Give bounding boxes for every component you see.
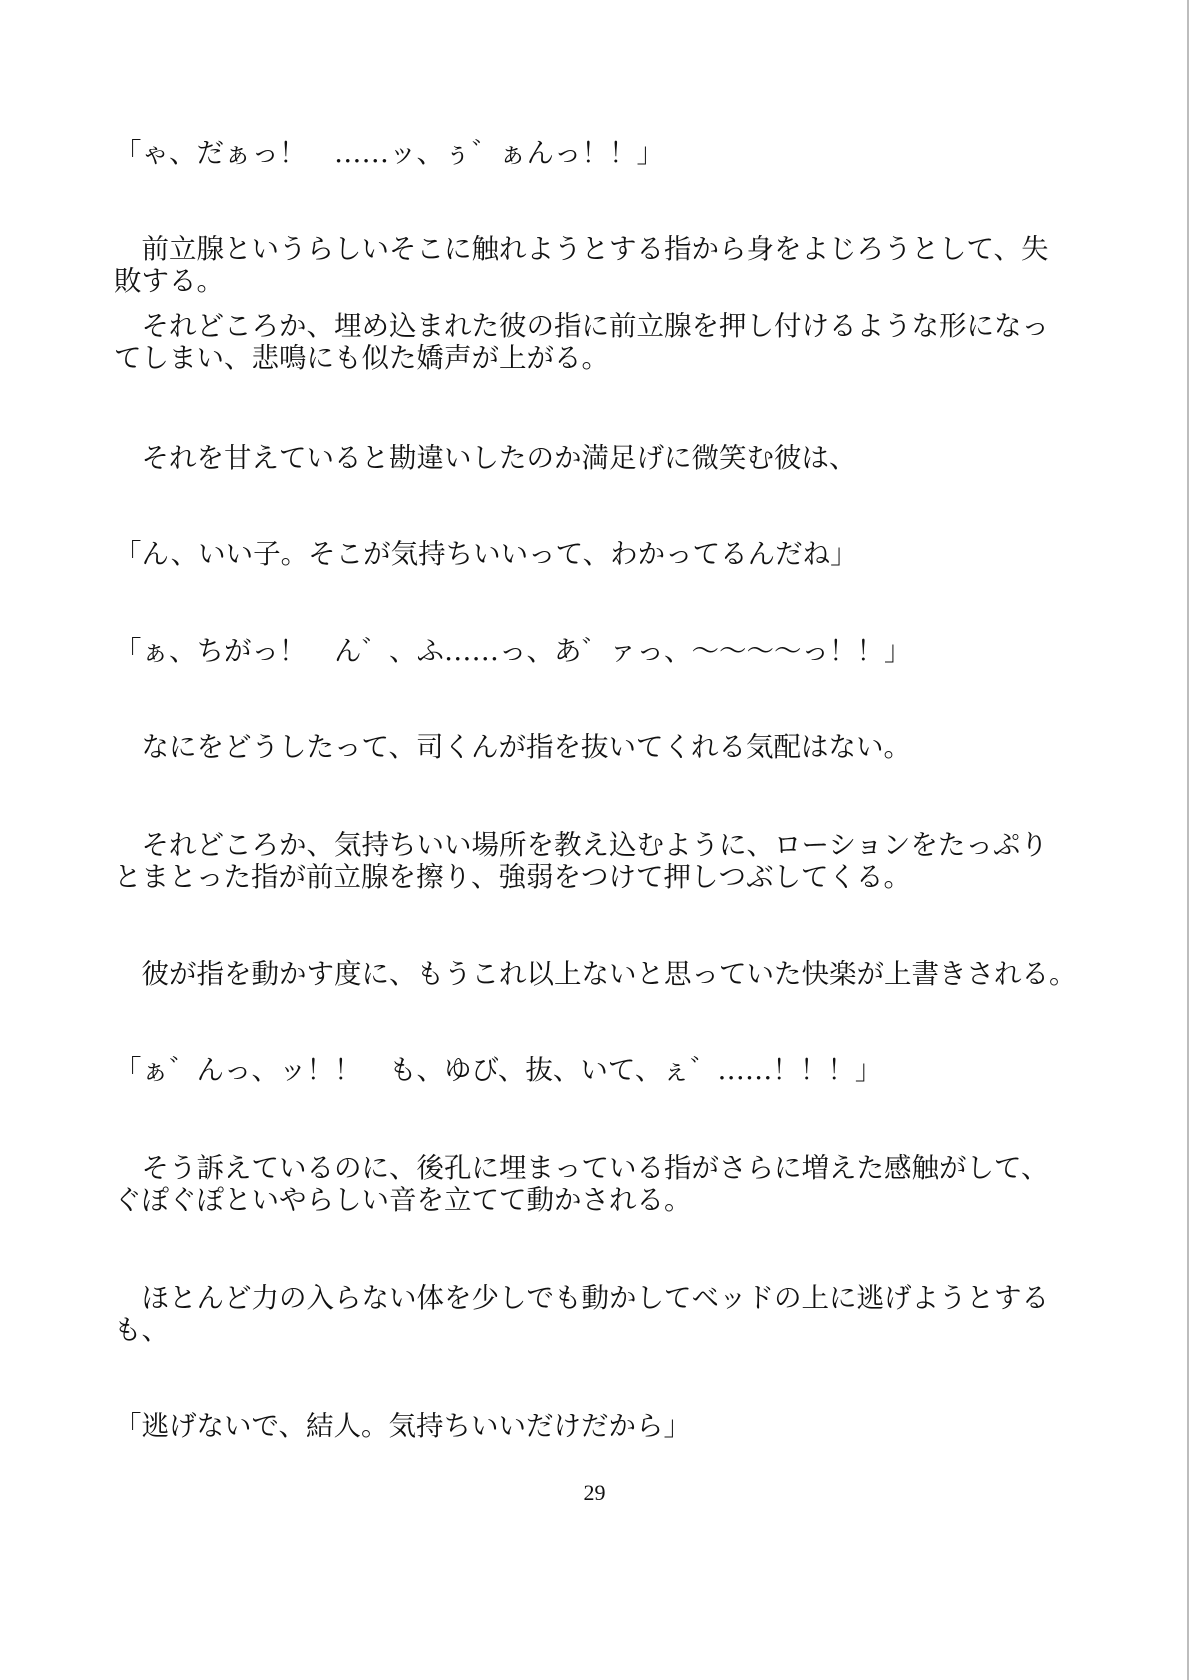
paragraph-line: それどころか、埋め込まれた彼の指に前立腺を押し付けるような形になっ bbox=[114, 310, 1049, 342]
dialogue-line: 「逃げないで、結人。気持ちいいだけだから」 bbox=[114, 1410, 691, 1442]
dialogue-line: 「ぁ、ちがっ！ ん゛、ふ……っ、あ゛ァっ、〜〜〜〜っ！！」 bbox=[114, 635, 912, 667]
paragraph-line: なにをどうしたって、司くんが指を抜いてくれる気配はない。 bbox=[114, 731, 911, 763]
page-number: 29 bbox=[583, 1480, 606, 1505]
dialogue-line: 「ゃ、だぁっ！ ……ッ、ぅ゛ぁんっ！！」 bbox=[114, 137, 664, 169]
paragraph-line: 敗する。 bbox=[114, 265, 224, 297]
dialogue-line: 「ん、いい子。そこが気持ちいいって、わかってるんだね」 bbox=[114, 538, 858, 570]
paragraph-line: ほとんど力の入らない体を少しでも動かしてベッドの上に逃げようとする bbox=[114, 1282, 1049, 1314]
paragraph-line: ぐぽぐぽといやらしい音を立てて動かされる。 bbox=[114, 1184, 692, 1216]
paragraph-line: も、 bbox=[114, 1314, 169, 1346]
dialogue-line: 「ぁ゛んっ、ッ！！ も、ゆび、抜、いて、ぇ゛……！！！」 bbox=[114, 1054, 883, 1086]
paragraph-line: それどころか、気持ちいい場所を教え込むように、ローションをたっぷり bbox=[114, 829, 1048, 861]
paragraph-line: てしまい、悲鳴にも似た嬌声が上がる。 bbox=[114, 342, 609, 374]
paragraph-line: そう訴えているのに、後孔に埋まっている指がさらに増えた感触がして、 bbox=[114, 1152, 1049, 1184]
paragraph-line: 彼が指を動かす度に、もうこれ以上ないと思っていた快楽が上書きされる。 bbox=[114, 958, 1077, 990]
paragraph-line: それを甘えていると勘違いしたのか満足げに微笑む彼は、 bbox=[114, 442, 857, 474]
paragraph-line: とまとった指が前立腺を擦り、強弱をつけて押しつぶしてくる。 bbox=[114, 861, 911, 893]
paragraph-line: 前立腺というらしいそこに触れようとする指から身をよじろうとして、失 bbox=[114, 233, 1049, 265]
